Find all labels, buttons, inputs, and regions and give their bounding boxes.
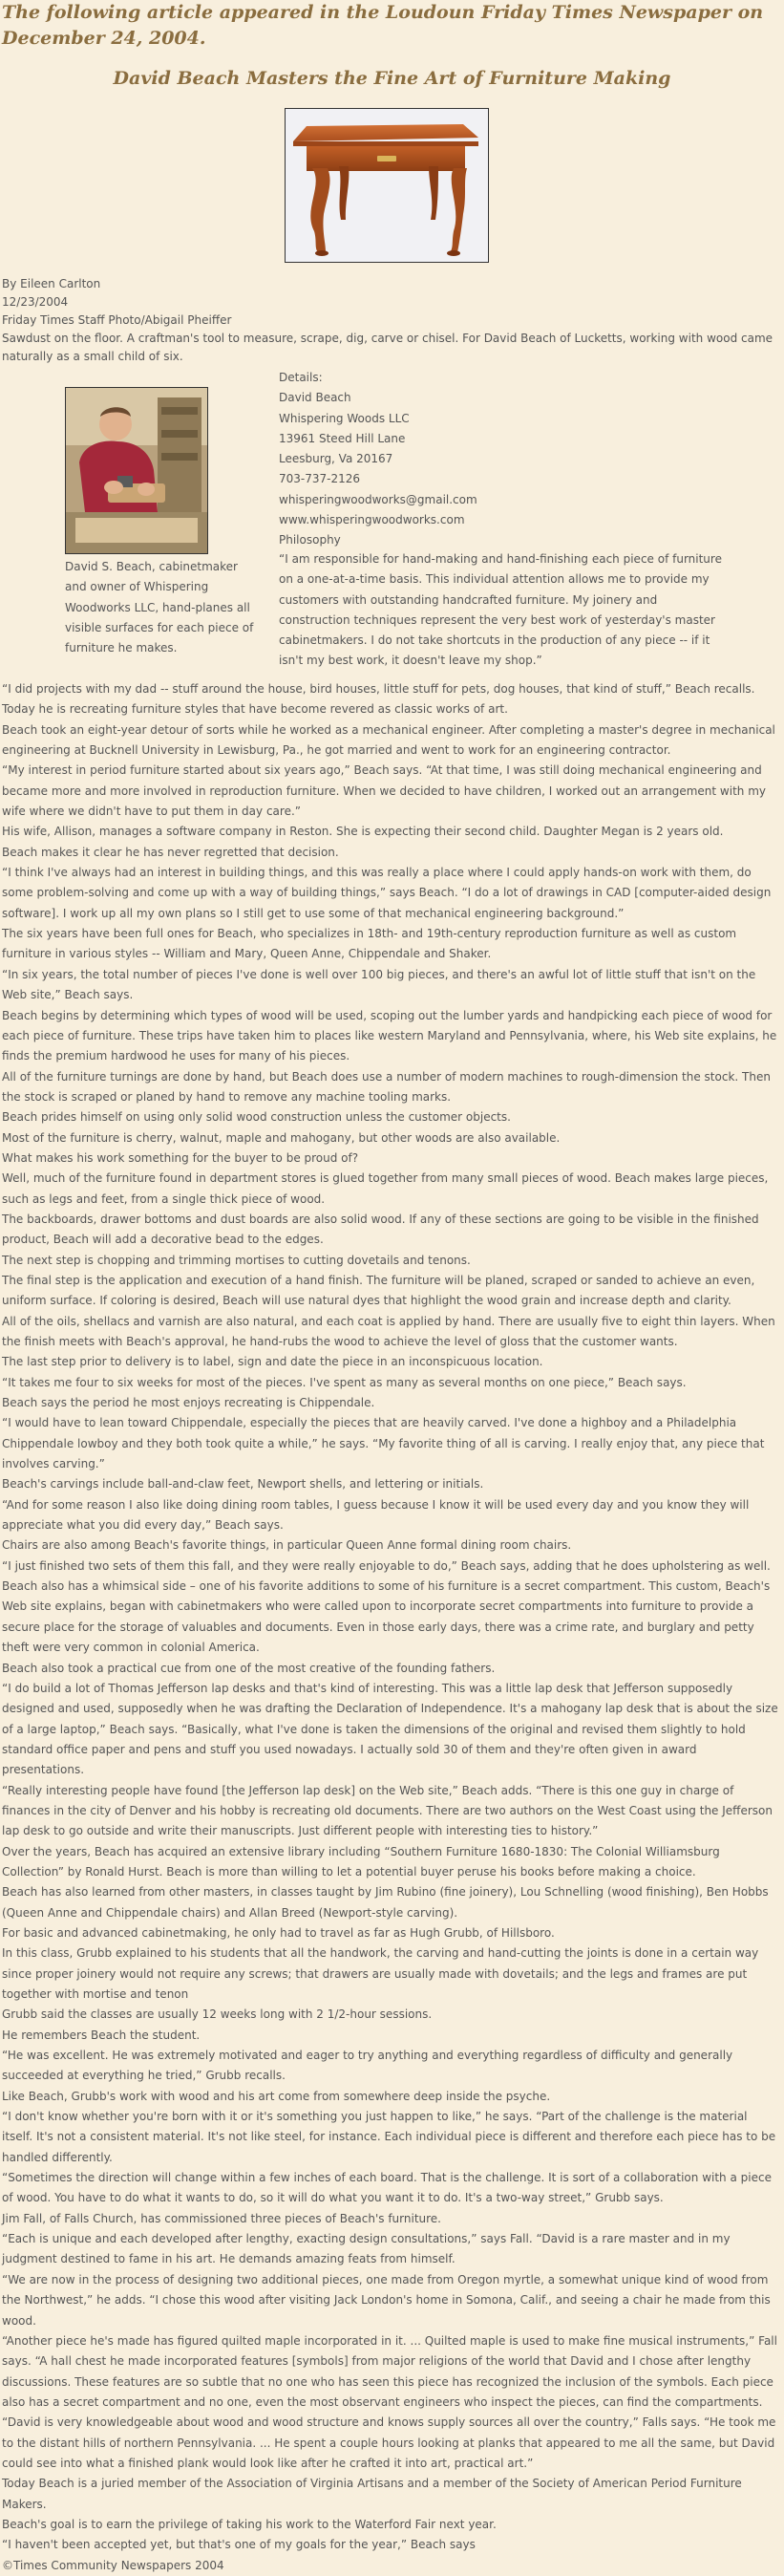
portrait-photo <box>65 387 208 554</box>
lead-paragraph: Sawdust on the floor. A craftman's tool to measure, scrape, dig, carve or chisel. For David Beach of Lucketts, working with wood came naturally as a small child of six. <box>2 332 773 363</box>
article-paragraph: Beach prides himself on using only solid wood construction unless the customer objects. <box>2 1110 511 1125</box>
article-paragraph: The last step prior to delivery is to label, sign and date the piece in an inconspicuous location. <box>2 1355 543 1369</box>
article-paragraph: For basic and advanced cabinetmaking, he only had to travel as far as Hugh Grubb, of Hillsboro. <box>2 1925 555 1940</box>
article-paragraph: “I do build a lot of Thomas Jefferson lap desks and that's kind of interesting. This was a little lap desk that Jefferson supposedly designed and used, supposedly when he was drafting the Declaration of Independence. It's a mahogany lap desk that is about the size of a large laptop,” Beach says. “Basically, what I've done is taken the dimensions of the original and revised them slightly to hold standard office paper and pens and stuff you used nowadays. I actually sold 30 of them and they're often given in award presentations. <box>2 1681 778 1777</box>
portrait-photo-illustration <box>66 388 207 553</box>
article-paragraph: Beach's carvings include ball-and-claw feet, Newport shells, and lettering or initials. <box>2 1477 484 1492</box>
article-paragraph: “Another piece he's made has figured quilted maple incorporated in it. ... Quilted maple is used to make fine musical instruments,” Fall says. “A hall chest he made incorporated features [symbols] from major religions of the world that David and I chose after lengthy discussions. These features are so subtle that no one who has seen this piece has recognized the inclusion of the symbols. Each piece also has a secret compartment and no one, even the most observant engineers who inspect the pieces, can find the compartments. <box>2 2333 777 2409</box>
article-paragraph: Well, much of the furniture found in department stores is glued together from many small pieces of wood. Beach makes large pieces, such as legs and feet, from a single thick piece of wood. <box>2 1171 769 1206</box>
details-city: Leesburg, Va 20167 <box>279 452 393 466</box>
article-paragraph: “He was excellent. He was extremely motivated and eager to try anything and everything regardless of difficulty and generally succeeded at everything he tried,” Grubb recalls. <box>2 2049 733 2083</box>
article-paragraph: ©Times Community Newspapers 2004 <box>2 2558 224 2572</box>
article-paragraph: All of the oils, shellacs and varnish are also natural, and each coat is applied by hand. There are usually five to eight thin layers. When the finish meets with Beach's approval, he hand-rubs the wood to achieve the level of gloss that the customer wants. <box>2 1314 775 1348</box>
article-paragraph: “It takes me four to six weeks for most of the pieces. I've spent as many as several months on one piece,” Beach says. <box>2 1375 687 1389</box>
article-paragraph: Beach also has a whimsical side – one of his favorite additions to some of his furniture is a secret compartment. This custom, Beach's Web site explains, began with cabinetmakers who were called upon to incorporate secret compartments into furniture to provide a secure place for the storage of valuables and documents. Even in those early days, there was a crime rate, and burglary and petty theft were very common in colonial America. <box>2 1579 771 1655</box>
article-paragraph: The next step is chopping and trimming mortises to cutting dovetails and tenons. <box>2 1253 471 1267</box>
author: By Eileen Carlton <box>2 277 101 290</box>
article-paragraph: Beach has also learned from other masters, in classes taught by Jim Rubino (fine joinery), Lou Schnelling (wood finishing), Ben Hobbs (Queen Anne and Chippendale chairs) and Allan Breed (Newport-style carving). <box>2 1885 769 1920</box>
article-paragraph: Over the years, Beach has acquired an extensive library including “Southern Furniture 1680-1830: The Colonial Williamsburg Collection” by Ronald Hurst. Beach is more than willing to let a potential buyer peruse his books before making a choice. <box>2 1844 720 1878</box>
byline <box>2 275 780 366</box>
article-paragraph: “Really interesting people have found [the Jefferson lap desk] on the Web site,” Beach adds. “There is this one guy in charge of finances in the city of Denver and his hobby is recreating old documents. There are two authors on the West Coast using the Jefferson lap desk to go outside and write their manuscripts. Just different people with interesting ties to history.” <box>2 1783 773 1838</box>
photo-credit: Friday Times Staff Photo/Abigail Pheiffer <box>2 313 232 327</box>
article-paragraph: Jim Fall, of Falls Church, has commissioned three pieces of Beach's furniture. <box>2 2211 441 2225</box>
article-paragraph: Beach begins by determining which types of wood will be used, scoping out the lumber yards and handpicking each piece of wood for each piece of furniture. These trips have taken him to places like western Maryland and Pennsylvania, where, his Web site explains, he finds the premium hardwood he uses for many of his pieces. <box>2 1008 777 1063</box>
details-company: Whispering Woods LLC <box>279 411 410 425</box>
article-paragraph: Beach makes it clear he has never regretted that decision. <box>2 845 339 859</box>
article-paragraph: “I haven't been accepted yet, but that's one of my goals for the year,” Beach says <box>2 2538 476 2552</box>
philosophy-heading: Philosophy <box>279 533 341 547</box>
article-paragraph: Today he is recreating furniture styles that have become revered as classic works of art. <box>2 702 508 717</box>
philosophy-quote: “I am responsible for hand-making and hand-finishing each piece of furniture on a one-at-a-time basis. This individual attention allows me to provide my customers with outstanding handcrafted furniture. My joinery and construction techniques represent the very best work of yesterday's master cabinetmakers. I do not take shortcuts in the production of any piece -- if it isn't my best work, it doesn't leave my shop.” <box>279 552 722 668</box>
article-paragraph: “Each is unique and each developed after lengthy, exacting design consultations,” says Fall. “David is a rare master and in my judgment destined to fame in his art. He demands amazing feats from himself. <box>2 2232 731 2266</box>
article-paragraph: Beach also took a practical cue from one of the most creative of the founding fathers. <box>2 1661 496 1675</box>
article-paragraph: Most of the furniture is cherry, walnut, maple and mahogany, but other woods are also available. <box>2 1130 561 1145</box>
article-paragraph: “We are now in the process of designing two additional pieces, one made from Oregon myrtle, a somewhat unique kind of wood from the Northwest,” he adds. “I chose this wood after visiting Jack London's home in Somona, Calif., and seeing a chair he made from this wood. <box>2 2272 771 2328</box>
article-paragraph: Today Beach is a juried member of the Association of Virginia Artisans and a member of the Society of American Period Furniture Makers. <box>2 2477 742 2511</box>
article-paragraph: “I just finished two sets of them this fall, and they were really enjoyable to do,” Beach says, adding that he does upholstering as well. <box>2 1558 771 1573</box>
article-paragraph: Grubb said the classes are usually 12 weeks long with 2 1/2-hour sessions. <box>2 2007 433 2022</box>
article-paragraph: “I think I've always had an interest in building things, and this was really a place where I could apply hands-on work with them, do some problem-solving and come up with a way of building things,” says Beach. “I do a lot of drawings in CAD [computer-aided design software]. I work up all my own plans so I still get to use some of that mechanical engineering background.” <box>2 866 772 920</box>
table-photo <box>285 108 489 263</box>
article-paragraph: “David is very knowledgeable about wood and wood structure and knows supply sources all over the country,” Falls says. “He took me to the distant hills of northern Pennsylvania. ... He spent a couple hours looking at planks that appeared to me all the same, but David could see into what a finished plank would look like after he crafted it into art, practical art.” <box>2 2415 776 2470</box>
article-paragraph: “Sometimes the direction will change within a few inches of each board. That is the challenge. It is sort of a collaboration with a piece of wood. You have to do what it wants to do, so it will do what you want it to do. It's a two-way street,” Grubb says. <box>2 2171 772 2205</box>
article-paragraph: Chairs are also among Beach's favorite things, in particular Queen Anne formal dining room chairs. <box>2 1538 572 1553</box>
article-paragraph: “I would have to lean toward Chippendale, especially the pieces that are heavily carved. I've done a highboy and a Philadelphia Chippendale lowboy and they both took quite a while,” he says. “My favorite thing of all is carving. I really enjoy that, any piece that involves carving.” <box>2 1416 765 1471</box>
article-paragraph: “In six years, the total number of pieces I've done is well over 100 big pieces, and there's an awful lot of little stuff that isn't on the Web site,” Beach says. <box>2 967 756 1002</box>
article-title: David Beach Masters the Fine Art of Furniture Making <box>113 68 671 89</box>
article-paragraph: “And for some reason I also like doing dining room tables, I guess because I know it will be used every day and you know they will appreciate what you did every day,” Beach says. <box>2 1497 750 1533</box>
article-paragraph: The backboards, drawer bottoms and dust boards are also solid wood. If any of these sections are going to be visible in the finished product, Beach will add a decorative bead to the edges. <box>2 1212 759 1247</box>
article-paragraph: “I did projects with my dad -- stuff around the house, bird houses, little stuff for pets, dog houses, that kind of stuff,” Beach recalls. <box>2 682 755 696</box>
article-paragraph: Beach's goal is to earn the privilege of taking his work to the Waterford Fair next year. <box>2 2517 497 2531</box>
article-paragraph: His wife, Allison, manages a software company in Reston. She is expecting their second child. Daughter Megan is 2 years old. <box>2 825 724 839</box>
article-paragraph: The final step is the application and execution of a hand finish. The furniture will be planed, scraped or sanded to achieve an even, uniform surface. If coloring is desired, Beach will use natural dyes that highlight the wood grain and increase depth and clarity. <box>2 1273 755 1308</box>
article-paragraph: “I don't know whether you're born with it or it's something you just happen to like,” he says. “Part of the challenge is the material itself. It's not a consistent material. It's not like steel, for instance. Each individual piece is different and therefore each piece has to be handled differently. <box>2 2110 776 2164</box>
contact-details <box>279 368 565 551</box>
article-paragraph: Like Beach, Grubb's work with wood and his art come from somewhere deep inside the psyche. <box>2 2089 551 2103</box>
article-paragraph: Beach says the period he most enjoys recreating is Chippendale. <box>2 1396 375 1410</box>
article-paragraph: The six years have been full ones for Beach, who specializes in 18th- and 19th-century reproduction furniture as well as custom furniture in various styles -- William and Mary, Queen Anne, Chippendale and Shaker. <box>2 927 737 961</box>
details-website: www.whisperingwoodworks.com <box>279 513 465 527</box>
publish-date: 12/23/2004 <box>2 295 69 309</box>
article-paragraph: What makes his work something for the buyer to be proud of? <box>2 1150 359 1165</box>
article-body <box>2 679 780 2576</box>
article-paragraph: In this class, Grubb explained to his students that all the handwork, the carving and hand-cutting the joints is done in a certain way since proper joinery would not require any screws; that drawers are usually made with dovetails; and the legs and frames are put together with mortise and tenon <box>2 1946 759 2001</box>
details-email: whisperingwoodworks@gmail.com <box>279 492 477 506</box>
portrait-caption: David S. Beach, cabinetmaker and owner of Whispering Woodworks LLC, hand-planes all visible surfaces for each piece of furniture he makes. <box>65 560 254 655</box>
details-name: David Beach <box>279 391 351 405</box>
details-heading: Details: <box>279 371 323 384</box>
article-paragraph: Beach took an eight-year detour of sorts while he worked as a mechanical engineer. After completing a master's degree in mechanical engineering at Bucknell University in Lewisburg, Pa., he got married and went to work for an engineering contractor. <box>2 722 775 758</box>
headline: The following article appeared in the Loudoun Friday Times Newspaper on December 24, 2004. <box>2 2 764 49</box>
article-paragraph: All of the furniture turnings are done by hand, but Beach does use a number of modern machines to rough-dimension the stock. Then the stock is scraped or planed by hand to remove any machine tooling marks. <box>2 1069 771 1104</box>
details-phone: 703-737-2126 <box>279 472 361 486</box>
article-paragraph: He remembers Beach the student. <box>2 2028 201 2042</box>
table-photo-illustration <box>286 109 488 262</box>
details-street: 13961 Steed Hill Lane <box>279 431 406 445</box>
article-paragraph: “My interest in period furniture started about six years ago,” Beach says. “At that time, I was still doing mechanical engineering and became more and more involved in reproduction furniture. When we decided to have children, I worked out an arrangement with my wife where we didn't have to put them in day care.” <box>2 763 766 819</box>
